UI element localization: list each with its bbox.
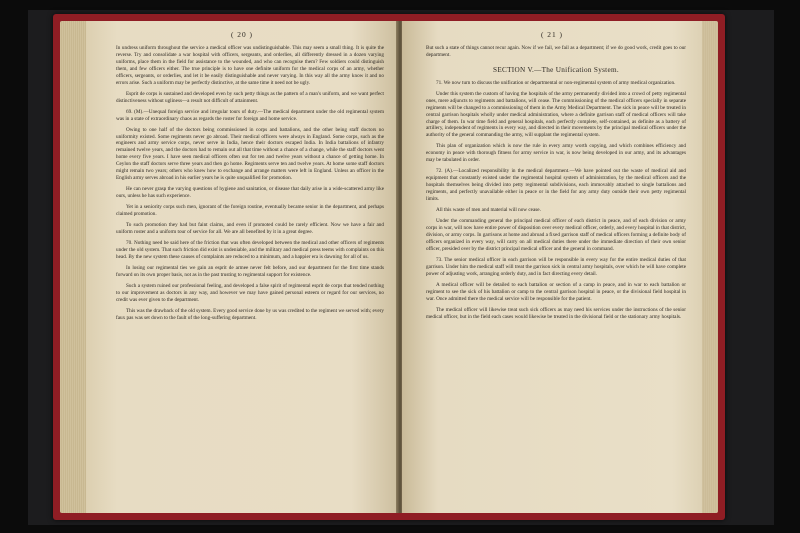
- section-heading: SECTION V.—The Unification System.: [493, 65, 619, 74]
- paragraph: He can never grasp the varying questions of hygiene and sanitation, or disease that daily arise in a wide-scattered army like ours, unless he has such experience.: [116, 186, 384, 199]
- paragraph: All this waste of men and material will now cease.: [436, 207, 541, 214]
- paragraph: 71. We now turn to discuss the unification or departmental or non-regimental system of army medical organization.: [436, 79, 676, 86]
- paragraph: A medical officer will be detailed to each battalion or section of a camp in peace, and in war to each battalion or regiment to see the sick of his battalion or camp to the central garrison hospital in peace, or the divisional field hospital in war. Once admitted there the medical service will be responsible for the patient.: [426, 281, 686, 302]
- paragraph: 70. Nothing need be said here of the friction that was often developed between the medical and other officers of regiments under the old system. That such friction did exist is undeniable, and the military and medical press teems with complaints on this head. By the new system these causes of complaints are reduced to a minimum, and a happier era is dawning for all of us.: [116, 240, 384, 260]
- paragraph: Yet in a seniority corps such men, ignorant of the foreign routine, eventually became senior in the department, and perhaps claimed promotion.: [116, 204, 384, 217]
- paragraph: But such a state of things cannot recur again. Now if we fail, we fail as a department; if we do good work, credit goes to our department.: [426, 45, 686, 58]
- paragraph: In losing our regimental ties we gain an esprit de armee never felt before, and our department for the first time stands forward on its own proper basis, not as in the past trusting to regimental support for existence.: [116, 264, 384, 278]
- paragraph: Esprit de corps is sustained and developed even by such petty things as the pattern of a man's uniform, and we want perfect distinctiveness without ugliness—a result not difficult of attainment.: [116, 90, 384, 104]
- paragraph: 72. (A).—Localized responsibility in the medical department.—We have pointed out the waste of medical aid and equipment that constantly existed under the regimental hospital system of administration, by the medical officers and the hospitals themselves being divided into petty regimental subdivisions, each immovably attached to single battalions and regiments, and perfectly unavailable either in peace or in the field for any army duty outside their own petty regimental limits.: [426, 168, 686, 202]
- left-page: [86, 21, 398, 513]
- paragraph: This was the drawback of the old system. Every good service done by us was credited to the regiment we served with; every faux pas was set down to the fault of the long-suffering department.: [116, 307, 385, 321]
- page-number: ( 21 ): [540, 30, 563, 39]
- page-edges-right: [701, 21, 718, 513]
- right-page: [402, 21, 702, 513]
- paragraph: Under this system the custom of having the hospitals of the army permanently divided into a crowd of petty regimental ones, mere adjuncts to regiments and battalions, will cease. The commissioning of the medical officers specially in separate regiments will be changed to a commissioning of them in the Army Medical Department. The sick in peace will be treated in central garrison hospitals wholly under medical administration, where a definite garrison staff of medical officers will take charge of them. In war time field and general hospitals, each perfectly complete, self-contained, as definite as a battery of artillery, independent of regiments in every way, and directed in their movements by the principal medical officers under the authority of the general commanding the army, will supplant the regimental system.: [426, 90, 686, 139]
- page-edges-left: [60, 21, 88, 513]
- left-page-text: [86, 45, 398, 322]
- paragraph: To such promotion they had but faint claims, and even if promoted could be rarely efficient. Now we have a fair and uniform roster and a uniform tour of service for all. We are all benefited by it in a great degree.: [116, 222, 384, 235]
- page-number: ( 20 ): [230, 30, 253, 39]
- paragraph: This plan of organization which is now the rule in every army worth copying, and which combines efficiency and economy in peace with thorough fitness for army service in war, is now being developed in our army, and its advantages may be tabulated in order.: [426, 143, 686, 164]
- paragraph: Owing to one half of the doctors being commissioned in corps and battalions, and the other being staff doctors no uniformity existed. Some regiments never go abroad. Their medical officers were always in England. Some corps, such as the engineers and army service corps, never serve in India, hence their doctors escaped India. In India battalions of infantry remained twelve years, and the doctors had to remain out all that time without a chance of a change, while the staff doctors went home every five years. I have seen medical officers often out for ten and twelve years without a chance of getting home. In Ceylon the staff doctors serve three years and then go home. Regiments serve ten and twelve years. At home some staff doctors might remain two years; others who knew how to exchange and arrange matters were left in England. Unless an officer in the English army serves abroad in his earlier years he is quite unqualified for promotion.: [116, 126, 384, 181]
- paragraph: Under the commanding general the principal medical officer of each district in peace, and of each division or army corps in war, will now have entire power of disposition over every medical officer, orderly, and every hospital in that district, division, or army corps. In garrisons at home and abroad a fixed garrison staff of medical officers forming a definite body of officers organized in every way, will carry on all medical duties there under the immediate direction of their own senior officer, presided over by the district principal medical officer and the general in command.: [426, 218, 686, 252]
- paragraph: 69. (M).—Unequal foreign service and irregular tours of duty.—The medical department under the old regimental system was in a state of extraordinary chaos as regards the roster for foreign and home service.: [116, 108, 384, 122]
- paragraph: Such a system ruined our professional feeling, and developed a false spirit of regimental esprit de corps that tended nothing to our improvement as doctors in any way, and however we may have gained personal esteem or regard for our services, no credit was ever given to the department.: [116, 282, 384, 303]
- paragraph: The medical officer will likewise treat such sick officers as may need his services under the instructions of the senior medical officer, but in the field each cases would likewise be treated in the divisional field or the stationary army hospitals.: [426, 306, 686, 320]
- right-page-text: [402, 45, 702, 321]
- paragraph: In undress uniform throughout the service a medical officer was undistinguishable. This may seem a small thing. It is quite the reverse. Try and consolidate a war hospital with officers, sergeants, and orderlies, all differently dressed in a dozen varying uniforms, place them in the field for assistance to the wounded, and who can recognise them? Few soldiers could distinguish them, and few officers either. The true principle is to have one definite uniform for the medical corps of an army, whether officers, sergeants, or orderlies, and let it be easily distinguishable and never varying. In this way all the army know it and no errors arise. Such a uniform may be perfectly distinctive, at the same time it need not be ugly.: [116, 45, 384, 86]
- paragraph: 73. The senior medical officer in each garrison will be responsible in every way for the entire medical duties of that garrison. Under him the medical staff will treat the garrison sick in central army hospitals, over which he will have complete power of adjusting work, arranging orderly duty, and in fact directing every detail.: [426, 256, 686, 277]
